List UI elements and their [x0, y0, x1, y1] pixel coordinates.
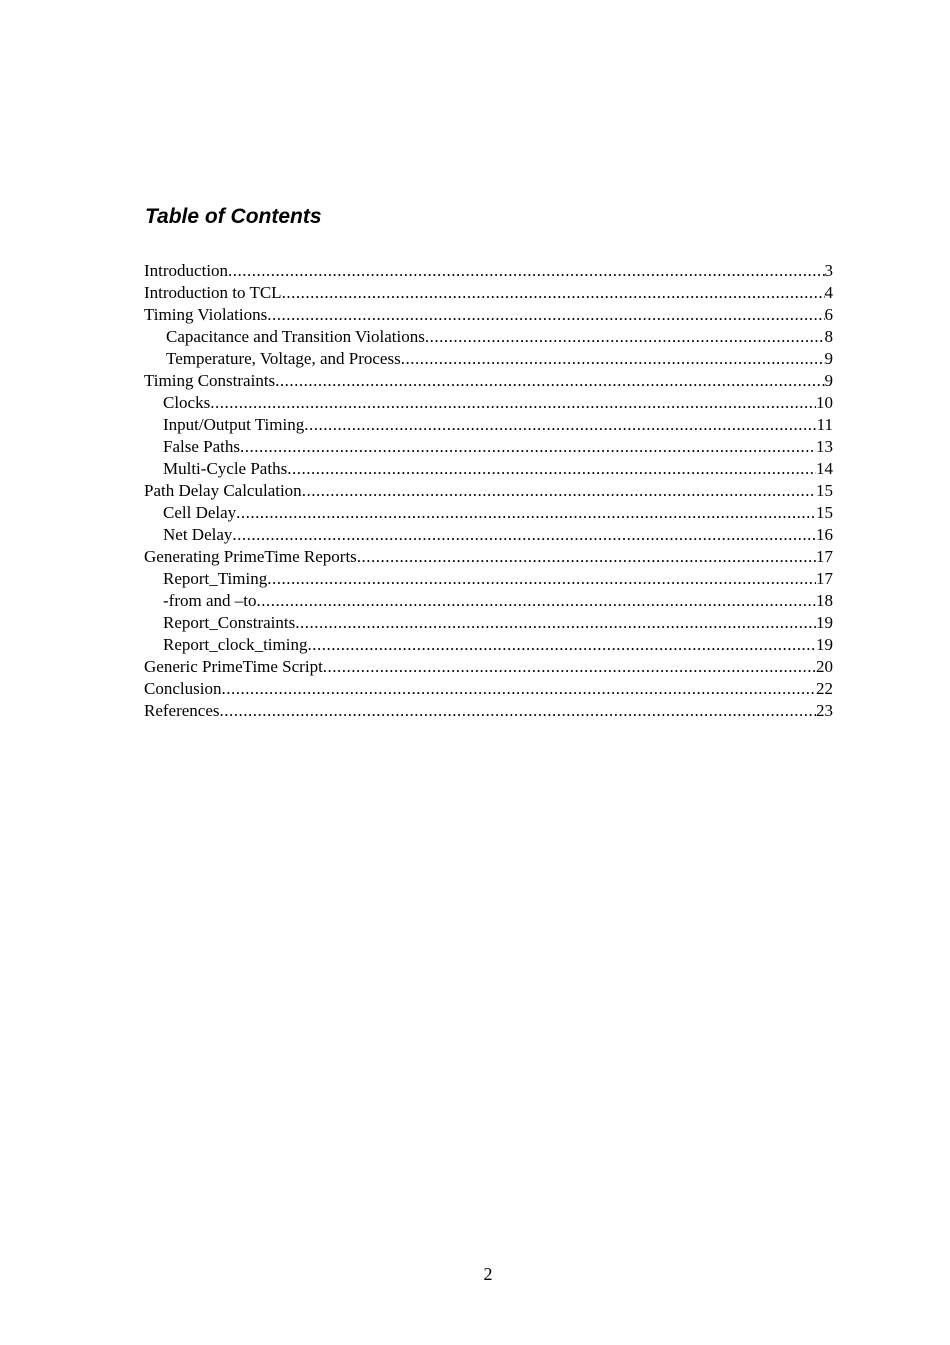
toc-entry-temperature-voltage-process[interactable] — [144, 348, 833, 370]
toc-entry-label: Net Delay — [163, 525, 233, 544]
toc-entry-page: 23 — [816, 701, 833, 720]
toc-entry-label: Generating PrimeTime Reports — [144, 547, 357, 566]
toc-entry-page: 22 — [816, 679, 833, 698]
toc-entry-label: References — [144, 701, 220, 720]
toc-entry-label: -from and –to — [163, 591, 257, 610]
toc-entry-capacitance-transition[interactable] — [144, 326, 833, 348]
dot-leader — [232, 524, 816, 546]
dot-leader — [295, 612, 816, 634]
dot-leader — [275, 370, 824, 392]
toc-entry-references[interactable] — [144, 700, 833, 722]
toc-entry-multi-cycle-paths[interactable] — [144, 458, 833, 480]
toc-entry-label: Capacitance and Transition Violations — [166, 327, 425, 346]
toc-entry-conclusion[interactable] — [144, 678, 833, 700]
dot-leader — [220, 700, 816, 722]
toc-entry-page: 19 — [816, 613, 833, 632]
toc-entry-page: 11 — [816, 415, 833, 434]
dot-leader — [240, 436, 816, 458]
dot-leader — [304, 414, 816, 436]
dot-leader — [228, 260, 824, 282]
toc-entry-timing-violations[interactable] — [144, 304, 833, 326]
toc-entry-label: Temperature, Voltage, and Process — [166, 349, 401, 368]
toc-entry-page: 17 — [816, 569, 833, 588]
toc-entry-generating-primetime-reports[interactable] — [144, 546, 833, 568]
toc-entry-from-and-to[interactable] — [144, 590, 833, 612]
toc-entry-false-paths[interactable] — [144, 436, 833, 458]
toc-entry-introduction[interactable] — [144, 260, 833, 282]
page-title: Table of Contents — [145, 205, 322, 228]
dot-leader — [267, 304, 824, 326]
toc-entry-label: False Paths — [163, 437, 240, 456]
toc-entry-label: Path Delay Calculation — [144, 481, 302, 500]
dot-leader — [210, 392, 816, 414]
toc-entry-label: Report_Timing — [163, 569, 268, 588]
toc-entry-label: Timing Violations — [144, 305, 268, 324]
toc-entry-report-clock-timing[interactable] — [144, 634, 833, 656]
toc-entry-report-constraints[interactable] — [144, 612, 833, 634]
dot-leader — [357, 546, 816, 568]
toc-entry-label: Generic PrimeTime Script — [144, 657, 323, 676]
toc-entry-page: 19 — [816, 635, 833, 654]
toc-entry-report-timing[interactable] — [144, 568, 833, 590]
toc-entry-page: 20 — [816, 657, 833, 676]
toc-entry-page: 15 — [816, 481, 833, 500]
toc-entry-label: Timing Constraints — [144, 371, 276, 390]
toc-entry-path-delay-calculation[interactable] — [144, 480, 833, 502]
toc-entry-page: 13 — [816, 437, 833, 456]
toc-entry-page: 3 — [824, 261, 833, 280]
toc-entry-label: Conclusion — [144, 679, 222, 698]
dot-leader — [221, 678, 816, 700]
toc-entry-label: Input/Output Timing — [163, 415, 305, 434]
toc-entry-label: Report_Constraints — [163, 613, 296, 632]
toc-entry-page: 16 — [816, 525, 833, 544]
toc-entry-label: Cell Delay — [163, 503, 237, 522]
page-number: 2 — [483, 1264, 493, 1284]
toc-entry-label: Introduction to TCL — [144, 283, 282, 302]
dot-leader — [323, 656, 816, 678]
dot-leader — [307, 634, 816, 656]
dot-leader — [401, 348, 825, 370]
toc-entry-timing-constraints[interactable] — [144, 370, 833, 392]
toc-entry-page: 14 — [816, 459, 833, 478]
toc-entry-page: 4 — [824, 283, 833, 302]
dot-leader — [236, 502, 816, 524]
toc-entry-page: 8 — [824, 327, 833, 346]
toc-entry-page: 18 — [816, 591, 833, 610]
toc-entry-page: 17 — [816, 547, 833, 566]
dot-leader — [256, 590, 816, 612]
toc-entry-page: 9 — [824, 349, 833, 368]
dot-leader — [302, 480, 816, 502]
toc-entry-generic-primetime-script[interactable] — [144, 656, 833, 678]
toc-entry-input-output-timing[interactable] — [144, 414, 833, 436]
dot-leader — [282, 282, 825, 304]
toc-entry-page: 6 — [824, 305, 833, 324]
toc-entry-net-delay[interactable] — [144, 524, 833, 546]
toc-entry-label: Multi-Cycle Paths — [163, 459, 288, 478]
table-of-contents — [144, 260, 833, 722]
dot-leader — [425, 326, 825, 348]
toc-entry-clocks[interactable] — [144, 392, 833, 414]
toc-entry-page: 9 — [824, 371, 833, 390]
toc-entry-introduction-to-tcl[interactable] — [144, 282, 833, 304]
toc-entry-page: 15 — [816, 503, 833, 522]
toc-entry-cell-delay[interactable] — [144, 502, 833, 524]
toc-entry-label: Introduction — [144, 261, 229, 280]
dot-leader — [287, 458, 816, 480]
dot-leader — [267, 568, 816, 590]
toc-entry-label: Report_clock_timing — [163, 635, 308, 654]
toc-entry-page: 10 — [816, 393, 833, 412]
toc-entry-label: Clocks — [163, 393, 211, 412]
